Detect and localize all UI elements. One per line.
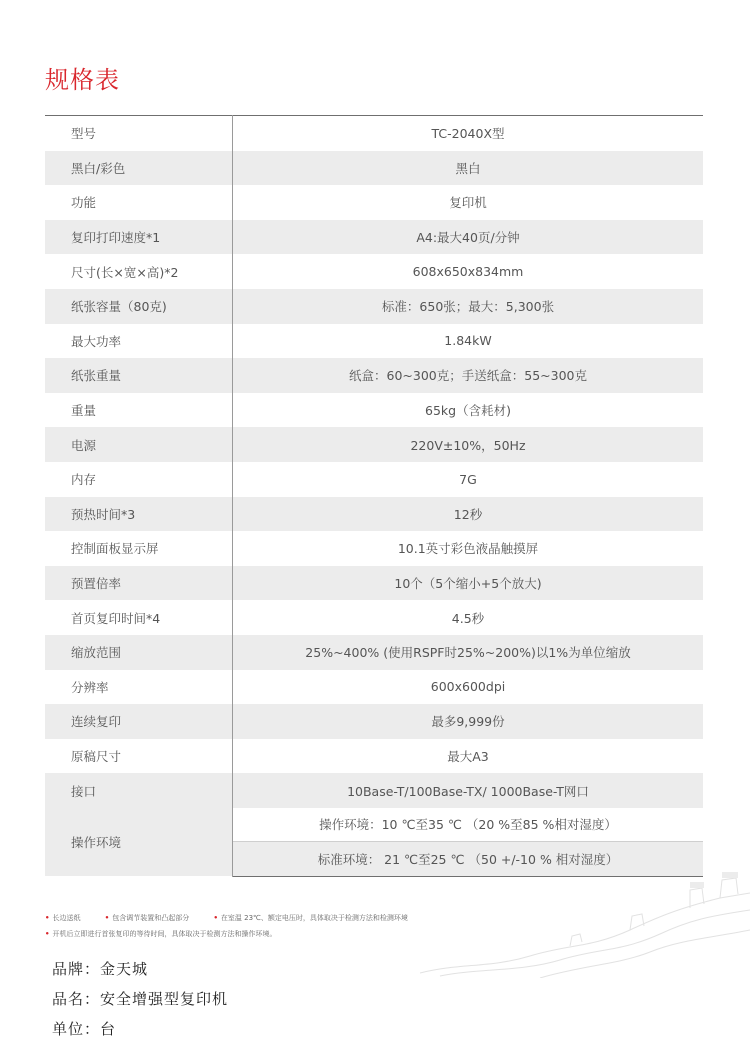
spec-value: 10Base-T/100Base-TX/ 1000Base-T网口: [233, 773, 704, 808]
spec-label: 接口: [45, 773, 233, 808]
spec-row: [45, 497, 703, 532]
product-name-info: 品名：安全增强型复印机: [52, 990, 229, 1008]
spec-label: 操作环境: [45, 808, 233, 877]
footnote-item: • 包含调节装置和凸起部分: [104, 914, 190, 922]
spec-label: 黑白/彩色: [45, 151, 233, 186]
spec-value: 608x650x834mm: [412, 264, 524, 280]
spec-value: 65kg（含耗材): [425, 403, 511, 419]
spec-label: 复印打印速度*1: [45, 220, 233, 255]
spec-row: [45, 635, 703, 670]
spec-row: [45, 773, 703, 808]
spec-label: 尺寸(长×宽×高)*2: [45, 254, 233, 289]
footnotes: [45, 910, 430, 942]
page-title: 规格表: [45, 66, 120, 94]
spec-label: 连续复印: [45, 704, 233, 739]
spec-row: [45, 289, 703, 324]
spec-label: 分辨率: [45, 670, 233, 705]
spec-value: TC-2040X型: [233, 116, 704, 151]
spec-row: [45, 116, 703, 151]
footnote-item: • 在室温 23℃、额定电压时，具体取决于检测方法和检测环境: [213, 914, 408, 922]
spec-label: 电源: [45, 427, 233, 462]
footnote-line-1: [45, 910, 430, 926]
spec-value: 最大A3: [447, 748, 489, 764]
spec-value: 黑白: [233, 151, 704, 186]
spec-label: 原稿尺寸: [45, 739, 233, 774]
spec-value: 标准：650张；最大：5,300张: [233, 289, 704, 324]
footnote-line-2: • 开机后立即进行首张复印的等待时间，具体取决于检测方法和操作环境。: [45, 930, 277, 938]
spec-label: 型号: [45, 116, 233, 151]
spec-value: 复印机: [449, 195, 487, 211]
spec-row: [45, 151, 703, 186]
spec-value: 4.5秒: [451, 610, 485, 626]
spec-label: 预置倍率: [45, 566, 233, 601]
spec-row: [45, 393, 703, 428]
spec-value: 10.1英寸彩色液晶触摸屏: [397, 541, 539, 557]
spec-label: 重量: [45, 393, 233, 428]
spec-row: [45, 462, 703, 497]
spec-value: 操作环境：10 ℃至35 ℃ （20 %至85 %相对湿度）: [233, 808, 704, 842]
spec-row: [45, 739, 703, 774]
spec-row: [45, 220, 703, 255]
spec-label: 功能: [45, 185, 233, 220]
spec-value: 1.84kW: [444, 333, 492, 349]
brand-info: 品牌：金天城: [52, 960, 149, 978]
spec-value: 最多9,999份: [233, 704, 704, 739]
footnote-item: • 长边送纸: [45, 914, 81, 922]
unit-info: 单位：台: [52, 1020, 117, 1038]
spec-row: [45, 531, 703, 566]
spec-row: [45, 358, 703, 393]
spec-label: 纸张重量: [45, 358, 233, 393]
spec-label: 最大功率: [45, 324, 233, 359]
spec-value: 12秒: [233, 497, 704, 532]
spec-row: [45, 566, 703, 601]
spec-value: A4:最大40页/分钟: [233, 220, 704, 255]
spec-label: 预热时间*3: [45, 497, 233, 532]
footnote-item: 开机后立即进行首张复印的等待时间，具体取决于检测方法和操作环境。: [52, 930, 277, 938]
spec-label: 首页复印时间*4: [45, 600, 233, 635]
spec-row-environment: [45, 808, 703, 842]
spec-value: 220V±10%，50Hz: [233, 427, 704, 462]
spec-label: 纸张容量（80克): [45, 289, 233, 324]
spec-row: [45, 427, 703, 462]
spec-value: 纸盒：60~300克；手送纸盒：55~300克: [233, 358, 704, 393]
spec-row: [45, 254, 703, 289]
great-wall-illustration: [420, 868, 750, 978]
spec-row: [45, 185, 703, 220]
spec-value: 600x600dpi: [430, 679, 506, 695]
spec-value: 25%~400% (使用RSPF时25%~200%)以1%为单位缩放: [233, 635, 704, 670]
spec-value: 7G: [459, 471, 477, 487]
spec-row: [45, 670, 703, 705]
spec-row: [45, 600, 703, 635]
spec-label: 缩放范围: [45, 635, 233, 670]
spec-table: [45, 115, 703, 877]
spec-value: 标准环境： 21 ℃至25 ℃ （50 +/-10 % 相对湿度）: [233, 841, 704, 876]
spec-row: [45, 704, 703, 739]
spec-label: 内存: [45, 462, 233, 497]
spec-row: [45, 324, 703, 359]
spec-value: 10个（5个缩小+5个放大): [233, 566, 704, 601]
spec-label: 控制面板显示屏: [45, 531, 233, 566]
